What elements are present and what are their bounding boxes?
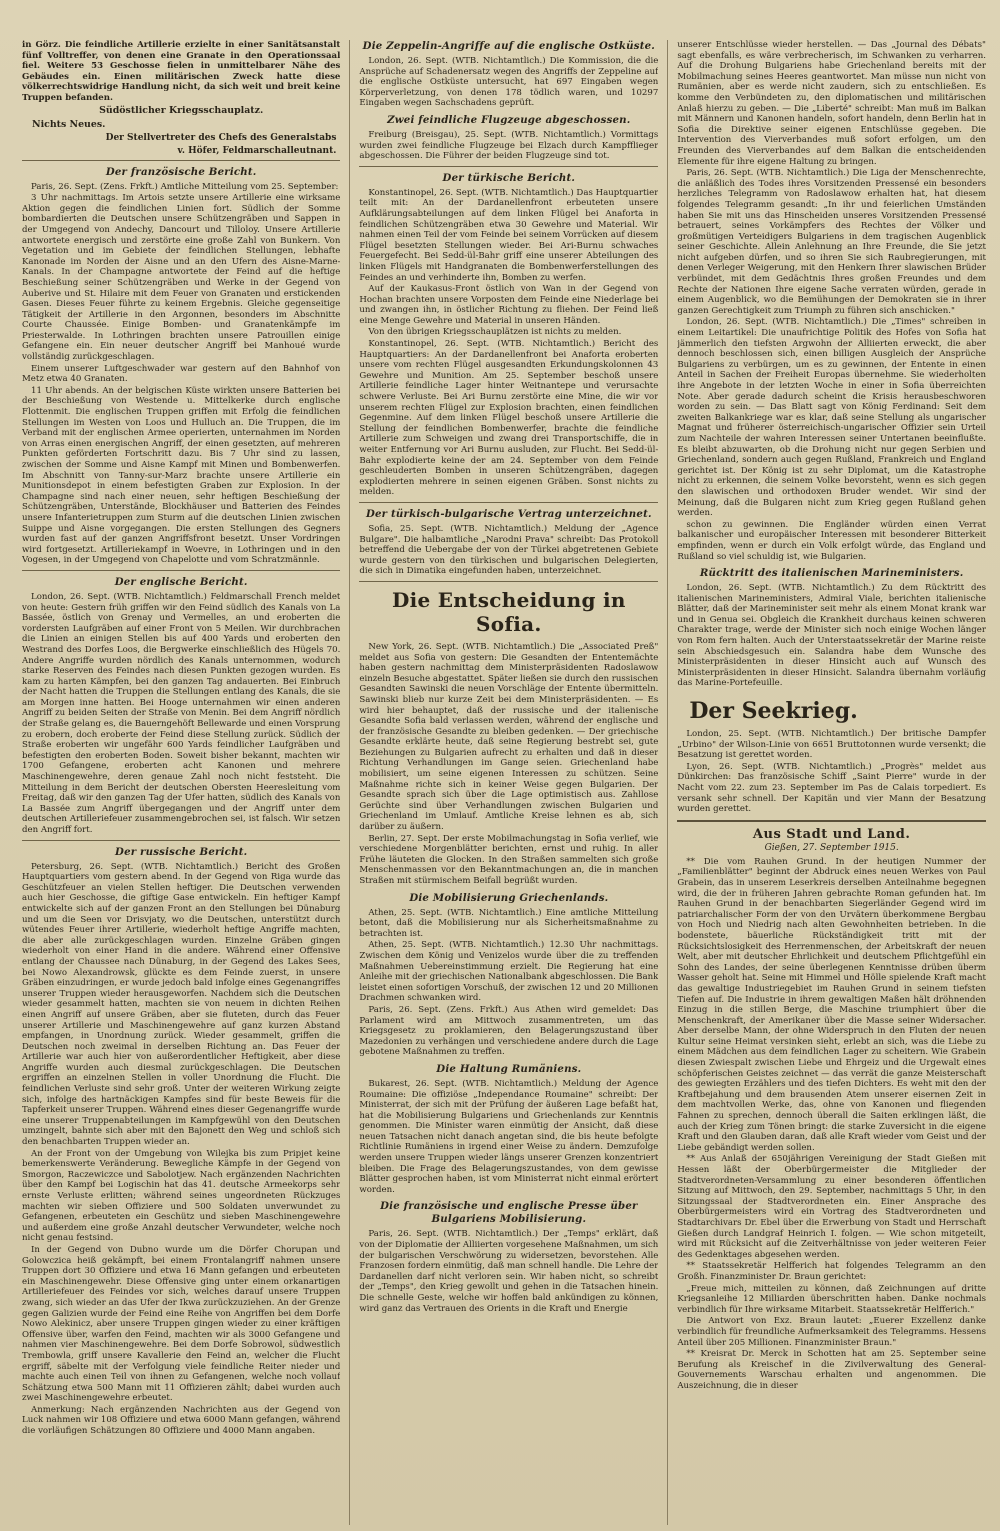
column-rule (667, 40, 668, 1525)
heading-presse: Die französische und englische Presse über Bulgariens Mobilisierung. (380, 1200, 638, 1226)
heading-mobilisierung: Die Mobilisierung Griechenlands. (409, 891, 609, 904)
intro-paragraph: in Görz. Die feindliche Artillerie erzielte in einer Sanitätsanstalt fünf Volltreffer, von denen eine Granate in den Operationssaal fiel. Weitere 53 Geschosse fielen in unmittelbarer Nähe des Gebäudes ein. Einen militärischen Zweck hatte diese völkerrechtswidrige Handlung nicht, da sich weit und breit keine Truppen befanden. (22, 40, 341, 103)
heading-turkish-report: Der türkische Bericht. (442, 171, 576, 184)
article-paragraph: Konstantinopel, 26. Sept. (WTB. Nichtamtlich.) Bericht des Hauptquartiers: An der Dardanellenfront bei Anaforta eroberten unsere vom rechten Flügel ausgesandten Erkundungskolonnen 43 Gewehre und Munition. Am 25. September beschoß unsere Artillerie feindliche Lager hinter Weitnantepe und verursachte schwere Verluste. Bei Ari Burnu zerstörte eine Mine, die wir vor unserem rechten Flügel zur Explosion brachten, einen feindlichen Gegenmine. Auf dem linken Flügel beschoß unsere Artillerie die Stellung der feindlichen Bombenwerfer, brachte die feindliche Artillerie zum Schweigen und zwang drei Transportschiffe, die in weiter Entfernung vor Ari Burnu ausluden, zur Flucht. Bei Sedd-ül-Bahr explodierte keine der am 24. September von dem Feinde geschleuderten Bomben in unseren Schützengräben, dagegen explodierten mehrere in seinen eigenen Gräben. Sonst nichts zu melden. (359, 339, 659, 498)
column-rule (349, 40, 350, 1525)
article-paragraph: ** Aus Anlaß der 650jährigen Vereinigung der Stadt Gießen mit Hessen läßt der Oberbürgermeister die Mitglieder der Stadtverordneten-Versammlung zu einer besonderen öffentlichen Sitzung auf Mittwoch, den 29. September, nachmittags 5 Uhr, in den Sitzungssaal der Stadtverordneten ein. Einer Ansprache des Oberbürgermeisters wird ein Vortrag des Stadtverordneten und Stadtarchivars Dr. Ebel über die Erwerbung von Stadt und Herrschaft Gießen durch Landgraf Heinrich I. folgen. — Wie schon mitgeteilt, wird mit Rücksicht auf die Zeitverhältnisse von jeder weiteren Feier des Gedenktages abgesehen werden. (677, 1154, 986, 1260)
article-paragraph: „Freue mich, mitteilen zu können, daß Zeichnungen auf dritte Kriegsanleihe 12 Milliarden überschritten haben. Danke nochmals verbindlich für Ihre wirksame Mitarbeit. Staatssekretär Helfferich." (677, 1283, 986, 1315)
article-paragraph: Die Antwort von Exz. Braun lautet: „Euerer Exzellenz danke verbindlich für freundliche Aufmerksamkeit des Telegramms. Hessens Anteil über 205 Millionen. Finanzminister Braun." (677, 1316, 986, 1348)
article-paragraph: London, 26. Sept. (WTB. Nichtamtlich.) Feldmarschall French meldet von heute: Gestern früh griffen wir den Feind südlich des Kanals von La Bassée, östlich von Grenay und Vermelles, an und eroberten die vordersten Laufgräben auf einer Front von 5 Meilen. Wir durchbrachen die Linien an einigen Stellen bis auf 400 Yards und eroberten den Westrand des Dorfes Loos, die Bergwerke einschließlich des Hügels 70. Andere Angriffe wurden nördlich des Kanals unternommen, wodurch starke Reserven des Feindes nach diesen Punkten gezogen wurden. Es kam zu harten Kämpfen, bei den ganzen Tag andauerten. Bei Einbruch der Nacht hatten die Truppen die Stellungen entlang des Kanals, die sie am Morgen inne hatten. Bei Hooge unternahmen wir einen anderen Angriff zu beiden Seiten der Straße von Menin. Bei dem Angriff nördlich der Straße gelang es, die Bauerngehöft Bellewarde und einen Vorsprung zu erobern, doch eroberte der Feind diese Stellung zurück. Südlich der Straße eroberten wir ungefähr 600 Yards feindlicher Laufgräben und befestigten den eroberten Boden. Soweit bisher bekannt, machten wir 1700 Gefangene, eroberten acht Kanonen und mehrere Maschinengewehre, deren genaue Zahl noch nicht feststeht. Die Mitteilung in dem Bericht der deutschen Obersten Heeresleitung vom Freitag, daß wir den ganzen Tag der Ufer hatten, südlich des Kanals von La Bassée zum Angriff übergegangen und der Angriff unter dem deutschen Artilleriefeuer zusammengebrochen sei, ist falsch. Wir setzen den Angriff fort. (22, 591, 341, 835)
article-paragraph: Petersburg, 26. Sept. (WTB. Nichtamtlich.) Bericht des Großen Hauptquartiers vom gestern abend. In der Gegend von Riga wurde das Geschützfeuer an vielen Stellen heftiger. Die Deutschen verwenden auch hier Geschosse, die giftige Gase entwickeln. Ein heftiger Kampf entwickelte sich auf der ganzen Front an den Stellungen bei Dünaburg und um die Seen vor Drisvjaty, wo die Deutschen, unterstützt durch wütendes Feuer ihrer Artillerie, wiederholt heftige Angriffe machten, die aber alle zurückgeschlagen wurden. Einzelne Gräben gingen wiederholt von einer Hand in die andere. Während einer Offensive entlang der Chaussee nach Dünaburg, in der Gegend des Lakes Sees, bei Nowo Alexandrowsk, glückte es dem Feinde zuerst, in unsere Gräben einzudringen, er wurde jedoch bald infolge eines Gegenangriffes unserer Truppen wieder herausgeworfen. Nachdem sich die Deutschen wieder gesammelt hatten, machten sie von neuem in dichten Reihen einen Angriff auf unsere Gräben, aber sie fluteten, durch das Feuer unserer Artillerie und Maschinengewehre auf ganz kurzen Abstand empfangen, in Unordnung zurück. Wieder gesammelt, griffen die Deutschen noch zweimal in derselben Richtung an. Das Feuer der Artillerie war auch hier von außerordentlicher Heftigkeit, aber diese Angriffe wurden auch diesmal zurückgeschlagen. Die Deutschen ergriffen an einzelnen Stellen in voller Unordnung die Flucht. Die feindlichen Verluste sind sehr groß. Unter der weiteren Wirkung zeigte sich, infolge des hartnäckigen Kampfes sind für beste Beweis für die Tapferkeit unserer Truppen. Während eines dieser Gegenangriffe wurde eine unserer Truppenabteilungen im Kampfgewühl von den Deutschen umzingelt, bahnte sich aber mit den Bajonett den Weg und schloß sich den benachbarten Truppen wieder an. (22, 861, 341, 1148)
article-paragraph: Berlin, 27. Sept. Der erste Mobilmachungstag in Sofia verlief, wie verschiedene Morgenblätter berichten, ernst und ruhig. In aller Frühe läuteten die Glocken. In den Straßen sammelten sich große Menschenmassen vor den Bekanntmachungen an, die in manchen Straßen mit stürmischem Beifall begrüßt wurden. (359, 833, 659, 886)
article-paragraph: ** Kreisrat Dr. Merck in Schotten hat am 25. September seine Berufung als Kreischef in die Zivilverwaltung des General-Gouvernements Warschau erhalten und angenommen. Die Auszeichnung, die in dieser (677, 1349, 986, 1391)
signature-line-1: Der Stellvertreter des Chefs des Generalstabs (105, 132, 337, 143)
article-paragraph: Von den übrigen Kriegsschauplätzen ist nichts zu melden. (368, 327, 622, 338)
article-paragraph: Athen, 25. Sept. (WTB. Nichtamtlich.) 12.30 Uhr nachmittags. Zwischen dem König und Venizelos wurde über die zu treffenden Maßnahmen Uebereinstimmung erzielt. Die Regierung hat eine Anleihe mit der griechischen Nationalbank abgeschlossen. Die Bank leistet einen sofortigen Vorschuß, der zwischen 12 und 20 Millionen Drachmen schwanken wird. (359, 940, 659, 1004)
article-paragraph: Bukarest, 26. Sept. (WTB. Nichtamtlich.) Meldung der Agence Roumaine: Die offiziöse „Independance Roumaine" schreibt: Der Ministerrat, der sich mit der Prüfung der äußeren Lage befaßt hat, hat die Mobilisierung Bulgariens und Griechenlands zur Kenntnis genommen. Die Minister waren einmütig der Ansicht, daß diese neuen Tatsachen nicht danach angetan sind, die bis heute befolgte Richtlinie Rumäniens in irgend einer Weise zu ändern. Demzufolge werden unsere Truppen wieder längs unserer Grenzen konzentriert bleiben. Die Frage des Belagerungszustandes, von dem gewisse Blätter gesprochen haben, ist vom Ministerrat nicht einmal erörtert worden. (359, 1078, 659, 1195)
divider (22, 840, 340, 841)
column-1 (22, 40, 340, 1525)
article-paragraph: ** Staatssekretär Helfferich hat folgendes Telegramm an den Großh. Finanzminister Dr. Braun gerichtet: (677, 1261, 986, 1282)
heading-rumaenien: Die Haltung Rumäniens. (436, 1062, 582, 1075)
article-paragraph: Anmerkung: Nach ergänzenden Nachrichten aus der Gegend von Luck nahmen wir 108 Offiziere und etwa 6000 Mann gefangen, während die vorläufigen Schätzungen 80 Offiziere und 4000 Mann angaben. (22, 1404, 341, 1437)
article-paragraph: Paris, 26. Sept. (Zens. Frkft.) Amtliche Mitteilung vom 25. September: (31, 181, 339, 192)
article-paragraph: London, 26. Sept. (WTB. Nichtamtlich.) Die Kommission, die die Ansprüche auf Schadenersatz wegen des Angriffs der Zeppeline auf die englische Ostküste untersucht, hat 697 Eingaben wegen Körperverletzung, von denen 178 tödlich waren, und 10297 Eingaben wegen Sachschadens geprüft. (359, 56, 659, 109)
article-paragraph: 11 Uhr abends. An der belgischen Küste wirkten unsere Batterien bei der Beschießung von Westende u. Mittelkerke durch englische Flottenmit. Die englischen Truppen griffen mit Erfolg die feindlichen Stellungen im Westen von Loos und Hulluch an. Die Truppen, die im Verband mit der englischen Armee operierten, unternahmen im Norden von Arras einen energischen Angriff, der einen gesetzten, auf mehreren Punkten geförderten Fortschritt dazu. Bis 7 Uhr sind zu lassen, zwischen der Somme und Aisne Kampf mit Minen und Bombenwerfen. Im Abschnitt von Tanny-sur-Marz brachte unsere Artillerie ein Munitionsdepot in einem befestigten Graben zur Explosion. In der Champagne sind nach einer neuen, sehr heftigen Beschießung der Schützengräben, Unterstände, Blockhäuser und Batterien des Feindes unsere Infanterietruppen zum Sturm auf die deutschen Linien zwischen Suippe und Aisne vorgegangen. Die ersten Stellungen des Gegners wurden fast auf der ganzen Angriffsfront besetzt. Unser Vordringen wird fortgesetzt. Artilleriekampf in Woevre, in Lothringen und in den Vogesen, in der Umgegend von Chapelotte und vom Schratzmännle. (22, 385, 341, 566)
article-paragraph: Freiburg (Breisgau), 25. Sept. (WTB. Nichtamtlich.) Vormittags wurden zwei feindliche Flugzeuge bei Elzach durch Kampfflieger abgeschossen. Die Führer der beiden Flugzeuge sind tot. (359, 129, 659, 162)
dateline: Gießen, 27. September 1915. (764, 842, 899, 853)
article-paragraph: Paris, 26. Sept. (Zens. Frkft.) Aus Athen wird gemeldet: Das Parlament wird am Mittwoch zusammentreten, um das Kriegsgesetz zu proklamieren, den Belagerungszustand über Mazedonien zu verhängen und verschiedene andere durch die Lage gebotene Maßnahmen zu treffen. (359, 1004, 659, 1058)
article-paragraph: London, 25. Sept. (WTB. Nichtamtlich.) Der britische Dampfer „Urbino" der Wilson-Linie von 6651 Bruttotonnen wurde versenkt; die Besatzung ist gerettet worden. (677, 729, 986, 761)
heading-seekrieg: Der Seekrieg. (689, 698, 858, 725)
heading-flugzeuge: Zwei feindliche Flugzeuge abgeschossen. (387, 113, 631, 126)
article-paragraph: unserer Entschlüsse wieder herstellen. — Das „Journal des Débats" sagt ebenfalls, es wäre verbrecherisch, im Schwanken zu verharren. Auf die Drohung Bulgariens habe Griechenland bereits mit der Mobilmachung seines Heeres geantwortet. Man müsse nun nicht von Rumänien, aber es werde nicht zaudern, sich zu entschließen. Es komme den Verbündeten zu, den diplomatischen und militärischen Anlaß hierzu zu geben. — Die „Liberté" schreibt: Man muß im Balkan mit Männern und Kanonen handeln, sofort handeln, denn Berlin hat in Sofia die Direktive seiner eigenen Entschlüsse gegeben. Die Intervention des Vierverbandes muß sofort erfolgen, um den Freunden des Vierverbandes auf dem Balkan die entscheidenden Elemente für ihre eigene Haltung zu bringen. (677, 40, 986, 167)
column-2 (359, 40, 658, 1525)
article-paragraph: schon zu gewinnen. Die Engländer würden einen Verrat balkanischer und europäischer Interessen mit besonderer Bitterkeit empfinden, wenn er durch ein Volk erfolgt würde, das England und Rußland so viel schuldig ist, wie Bulgarien. (677, 519, 986, 562)
heading-french-report: Der französische Bericht. (105, 165, 257, 178)
heading-entscheidung-sofia: Die Entscheidung in Sofia. (391, 587, 626, 636)
article-paragraph: Sofia, 25. Sept. (WTB. Nichtamtlich.) Meldung der „Agence Bulgare". Die halbamtliche „Narodni Prava" schreibt: Das Protokoll betreffend die Uebergabe der von der Türkei abgetretenen Gebiete wurde gestern von den türkischen und bulgarischen Delegierten, die sich in Dimatika eingefunden haben, unterzeichnet. (359, 523, 659, 577)
heading-zeppelin: Die Zeppelin-Angriffe auf die englische Ostküste. (362, 40, 656, 52)
heading-stadt-und-land: Aus Stadt und Land. (752, 826, 911, 842)
article-paragraph: London, 26. Sept. (WTB. Nichtamtlich.) Zu dem Rücktritt des italienischen Marineministers, Admiral Viale, berichten italienische Blätter, daß der Marineminister seit mehr als einem Monat krank war und in Genua sei. Obgleich die Krankheit durchaus keinen schweren Charakter trage, werde der Minister sich noch einige Wochen länger von Rom fern halten. Auch der Unterstaatssekretär der Marine reiste sein Abschiedsgesuch ein. Salandra habe dem Wunsche des Ministerpräsidenten in dieser Hinsicht auch auf Wunsch des Ministerpräsidenten in dieser Hinsicht. Salandra übernahm vorläufig das Marine-Portefeuille. (677, 583, 986, 689)
heading-ruecktritt: Rücktritt des italienischen Marineministers. (699, 567, 964, 580)
signature-line-2: v. Höfer, Feldmarschalleutnant. (177, 145, 337, 156)
heading-suedoestlich: Südöstlicher Kriegsschauplatz. (99, 104, 264, 116)
divider (359, 166, 658, 167)
article-paragraph: Paris, 26. Sept. (WTB. Nichtamtlich.) Die Liga der Menschenrechte, die anläßlich des Todes ihres Vorsitzenden Pressensé ein besonders herzliches Telegramm von Radoslawow erhalten hat, hat diesem folgendes Telegramm gesandt: „In ihr und feierlichen Umständen haben Sie mit uns das Hinscheiden unseres Vorsitzenden Pressensé betrauert, seines Vorkämpfers des Rechtes der Völker und großmütigen Verteidigers Bulgariens in dem tragischen Augenblick seiner Geschichte. Allein Anlehnung an Ihre Freunde, die Sie jetzt nicht aufgeben dürfen, und so ihren Sie sich Raubregierungen, mit denen Verleger Weigerung, mit den Henkern Ihrer slawischen Brüder verbündet, mit dem Gedächtnis Ihres großen Freundes und dem Rechte der Nationen Ihre eigene Sache verraten würden, gerade in einem Augenblick, wo die Bemühungen der Demokraten sie in ihrer ganzen Gerechtigkeit zum Triumph zu führen sich anschicken." (677, 168, 986, 316)
article-paragraph: In der Gegend von Dubno wurde um die Dörfer Chorupan und Golowczica heiß gekämpft, bei einem Frontalangriff nahmen unsere Truppen dort 30 Offiziere und etwa 16 Mann gefangen und erbeuteten ein Maschinengewehr. Diese Offensive ging unter einem orkanartigen Artilleriefeuer des Feindes vor sich, welches darauf unsere Truppen zwang, sich wieder an das Ufer der Ikwa zurückzuziehen. An der Grenze gegen Galizien wurde der Feind eine Reihe von Angriffen bei dem Dorfe Nowo Alekinicz, aber unsere Truppen gingen wieder zu einer kräftigen Offensive über, warfen den Feind, machten wir als 3000 Gefangene und nahmen vier Maschinengewehre. Bei dem Dorfe Sobrowol, südwestlich Trembowla, griff unsere Kavallerie den Feind an, welcher die Flucht ergriff, säbelte mit der Verfolgung viele feindliche Reiter nieder und machte auch einen Teil von ihnen zu Gefangenen, welche noch vollauf Schätzung etwa 500 Mann mit 11 Offizieren zählt; dabei wurden auch zwei Maschinengewehre erbeutet. (22, 1244, 341, 1404)
article-paragraph: An der Front von der Umgebung von Wilejka bis zum Pripjet keine bemerkenswerte Veränderung. Bewegliche Kämpfe in der Gegend von Smorgon, Raczewiczce und Sabolotjew. Nach ergänzenden Nachrichten über den Kampf bei Logischin hat das 41. deutsche Armeekorps sehr ernste Verluste erlitten; während seines ungeordneten Rückzuges machten wir sieben Offiziere und 500 Soldaten unverwundet zu Gefangenen, erbeuteten ein Geschütz und sieben Maschinengewehre und außerdem eine große Anzahl deutscher Verwundeter, welche noch nicht genau festsind. (22, 1148, 341, 1244)
nichts-neues: Nichts Neues. (32, 118, 106, 130)
column-3 (677, 40, 986, 1525)
article-paragraph: New York, 26. Sept. (WTB. Nichtamtlich.) Die „Associated Preß" meldet aus Sofia von gestern: Die Gesandten der Ententemächte haben gestern nachmittag dem Ministerpräsidenten Radoslawow einzeln Besuche abgestattet. Später ließen sie durch den russischen Gesandten Sawinski die neuen Vorschläge der Entente übermitteln. Sawinski blieb nur kurze Zeit bei dem Ministerpräsidenten. — Es wird hier behauptet, daß der russische und der italienische Gesandte Sofia bald verlassen werden, während der englische und der französische Gesandte zu bleiben gedenken. — Der griechische Gesandte erklärte heute, daß seine Regierung bestrebt sei, gute Beziehungen zu Bulgarien aufrecht zu erhalten und daß in dieser Richtung Verhandlungen im Gange seien. Griechenland habe mobilisiert, um seine eigenen Interessen zu schützen. Seine Maßnahme richte sich in keiner Weise gegen Bulgarien. Der Gesandte sprach sich über die Lage optimistisch aus. Zahllose Gerüchte sind über Verhandlungen zwischen Bulgarien und Griechenland im Umlauf. Amtliche Kreise lehnen es ab, sich darüber zu äußern. (359, 641, 659, 833)
article-paragraph: ** Die vom Rauhen Grund. In der heutigen Nummer der „Familienblätter" beginnt der Abdruck eines neuen Werkes von Paul Grabein, das in unserem Leserkreis derselben Anteilnahme begegnen wird, die der in früheren Jahren gebrachte Roman gefunden hat. Im Rauhen Grund in der benachbarten Siegerländer Gegend wird im patriarchalischer Form der von den Urvätern überkommene Bergbau von Hoch und Niedrig nach alten Gewohnheiten betrieben. In die bodenstete, bäuerliche Rückständigkeit tritt mit der Rücksichtslosigkeit des Herrenmenschen, der Arbeitskraft der neuen Welt, aber mit deutscher Ehrlichkeit und deutschem Pflichtgefühl ein Sohn des Landes, der seine überlegenen Kenntnisse drüben überm Wasser geholt hat. Seine mit Himmel und Hölle spielende Kraft macht das gewaltige Industriegebiet im Rauhen Grund in seinem tiefsten Tiefen auf. Die Industrie in ihrem gewaltigen Maßen hält dröhnenden Einzug in die stillen Berge, die Maschine triumphiert über die Menschenkraft, der Amerikaner über die Masse seiner Widersacher. Aber derselbe Mann, der ohne Widerspruch in den Fluten der neuen Kultur seine Heimat versinken sieht, erlebt an sich, was die Liebe zu einem Mädchen aus dem feindlichen Lager zu scheitern. Wie Grabein diesen Zwiespalt zwischen Liebe und Ehrgeiz und die Urgewalt eines schöpferischen Geistes zeichnet — das verrät die ganze Meisterschaft des gewiegten Erzählers und des tiefen Dichters. Es weht mit den der Kraftbejahung und dem brausenden Atem unserer eisernen Zeit in dem machtvollen Werke, das, ohne von Kanonen und fliegenden Fahnen zu sprechen, dennoch überall die Saiten erklingen läßt, die auch der Krieg zum Tönen bringt: die starke Zuversicht in die eigene Kraft und den Glauben daran, daß alle Kraft wieder vom Geist und der Liebe gebändigt werden sollen. (677, 856, 986, 1153)
article-paragraph: Auf der Kaukasus-Front östlich von Wan in der Gegend von Hochan brachten unsere Vorposten dem Feinde eine Niederlage bei und zwangen ihn, in östlicher Richtung zu fliehen. Der Feind ließ eine Menge Gewehre und Material in unseren Händen. (359, 284, 659, 326)
heading-vertrag: Der türkisch-bulgarische Vertrag unterzeichnet. (365, 507, 652, 520)
divider (359, 502, 658, 503)
divider (677, 820, 986, 822)
heading-russian-report: Der russische Bericht. (115, 845, 248, 858)
heading-english-report: Der englische Bericht. (114, 575, 248, 588)
article-paragraph: Einem unserer Luftgeschwader war gestern auf den Bahnhof von Metz etwa 40 Granaten. (22, 363, 341, 385)
divider (22, 160, 340, 161)
divider (359, 581, 658, 582)
article-paragraph: Lyon, 26. Sept. (WTB. Nichtamtlich.) „Progrès" meldet aus Dünkirchen: Das französische Schiff „Saint Pierre" wurde in der Nacht vom 22. zum 23. September im Pas de Calais torpediert. Es versank sehr schnell. Der Kapitän und vier Mann der Besatzung wurden gerettet. (677, 761, 986, 815)
article-paragraph: London, 26. Sept. (WTB. Nichtamtlich.) Die „Times" schreiben in einem Leitartikel: Die unaufrichtige Politik des Hofes von Sofia hat jämmerlich den tiefsten Argwohn der Alliierten erweckt, die aber dennoch beschlossen sich, einen billigen Ausgleich der Ansprüche Bulgariens zu verbürgen, um es zu gewinnen, der Entente in einen Anteil in Sachen der Freiheit Europas übernehme. Sie wiederholten ihre Angebote in der letzten Woche in einer in Sofia überreichten Note. Aber gerade dadurch scheint die Krisis herausbeschworen worden zu sein. — Das Blatt sagt von König Ferdinand: Seit dem zweiten Balkankriege war es klar, daß seine Stellung als ungarischer Magnat und früherer österreichisch-ungarischer Offizier sein Urteil zum Nachteile der wahren Interessen seiner Untertanen beeinflußte. Es bleibt abzuwarten, ob die Drohung nicht nur gegen Serbien und Griechenland, sondern auch gegen Rußland, Frankreich und England gerichtet ist. Der König ist zu sehr Diplomat, um die Katastrophe nicht zu erkennen, die seinem Volke bevorsteht, wenn es sich gegen den slawischen und orthodoxen Bruder wendet. Wir sind der Meinung, daß die Bulgaren nicht zum Krieg gegen Rußland gehen werden. (677, 317, 986, 519)
article-paragraph: Paris, 26. Sept. (WTB. Nichtamtlich.) Der „Temps" erklärt, daß von der Diplomatie der Alliierten vorgesehene Maßnahmen, um sich der bulgarischen Verschwörung zu widersetzen, bevorstehen. Alle Franzosen fordern einmütig, daß man schnell handle. Die Lehre der Dardanellen darf nicht verloren sein. Wir haben nicht, so schreibt der „Temps", den Krieg gewollt und gehen in die Tatsachen hinein. Die schnelle Geste, welche wir hoffen bald ankündigen zu können, wird ganz das Vertrauen des Orients in die Kraft und Energie (359, 1229, 659, 1314)
article-paragraph: 3 Uhr nachmittags. Im Artois setzte unsere Artillerie eine wirksame Aktion gegen die feindlichen Linien fort. Südlich der Somme bombardierten die Deutschen unsere Schützengräben und Sappen in der Umgegend von Andechy, Dancourt und Tilloloy. Unsere Artillerie antwortete energisch und zerstörte eine große Zahl von Bunkern. Von Vegetation und im Gebiete der feindlichen Stellungen, lebhafte Kanonade im Norden der Aisne und an den Ufern des Aisne-Marne-Kanals. In der Champagne antwortete der Feind auf die heftige Beschießung seiner Schützengräben und Werke in der Gegend von Auberive und St. Hilaire mit dem Feuer von Granaten und erstickenden Gasen. Dieses Feuer führte zu keinem Ergebnis. Gleiche gegenseitige Tätigkeit der Artillerie in den Argonnen, besonders im Abschnitte Courte Chaussée. Einige Bomben- und Granatenkämpfe im Priesterwalde. In Lothringen brachten unsere Patrouillen einige Gefangene ein. Ein neuer deutscher Angriff bei Manhoué wurde vollständig zurückgeschlagen. (22, 193, 341, 363)
article-paragraph: Athen, 25. Sept. (WTB. Nichtamtlich.) Eine amtliche Mitteilung betont, daß die Mobilisierung nur als Sicherheitsmaßnahme zu betrachten ist. (359, 907, 659, 939)
article-paragraph: Konstantinopel, 26. Sept. (WTB. Nichtamtlich.) Das Hauptquartier teilt mit: An der Dardanellenfront erbeuteten unsere Aufklärungsabteilungen auf dem linken Flügel bei Anaforta in feindlichen Schützengräben etwa 30 Gewehre und Material. Wir nahmen einen Teil der vom Feinde bei seinem Vorrücken auf diesem Flügel besetzten Stellungen wieder. Bei Ari-Burnu schwaches Feuergefecht. Bei Sedd-ül-Bahr griff eine unserer Abteilungen des linken Flügels mit Handgranaten die Bombenwerferstellungen des Feindes an und verhinderte ihn, Bomben zu werfen. (359, 187, 659, 283)
divider (22, 570, 340, 571)
